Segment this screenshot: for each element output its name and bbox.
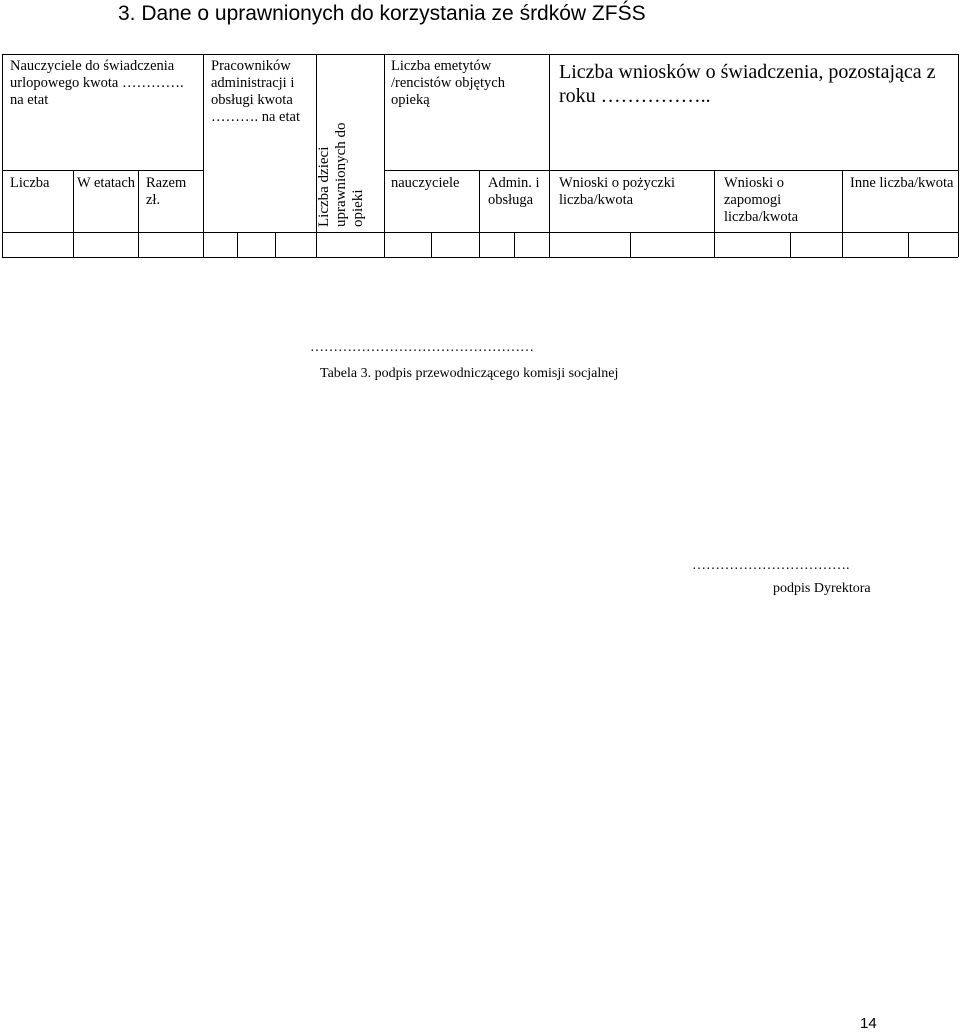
committee-signature-dots: …………………………………………	[310, 340, 534, 355]
retirees-admin-header: Admin. i obsługa	[488, 175, 540, 208]
column-divider	[479, 170, 480, 257]
column-divider	[908, 232, 909, 257]
applications-group-header: Liczba wniosków o świadczenia, pozostająca z roku ……………..	[559, 61, 936, 107]
column-divider	[630, 232, 631, 257]
other-column-header: Inne liczba/kwota	[850, 175, 954, 191]
count-column-header: Liczba	[10, 175, 50, 191]
teachers-group-header: Nauczyciele do świadczenia urlopowego kwota …………. na etat	[10, 58, 184, 108]
column-divider	[384, 54, 385, 257]
column-divider	[714, 170, 715, 257]
director-signature-dots: …………………………….	[692, 558, 850, 573]
column-divider	[203, 54, 204, 257]
table-border-left	[2, 54, 3, 257]
children-header: Liczba dzieci uprawnionych do opieki	[316, 122, 366, 227]
retirees-group-header: Liczba emetytów /rencistów objętych opieką	[391, 58, 505, 108]
director-signature-label: podpis Dyrektora	[773, 581, 871, 596]
column-divider	[275, 232, 276, 257]
committee-signature-label: Tabela 3. podpis przewodniczącego komisji socjalnej	[320, 366, 619, 381]
teachers-subheader-divider	[2, 170, 203, 171]
grants-column-header: Wnioski o zapomogi liczba/kwota	[724, 175, 799, 225]
applications-subheader-divider	[549, 170, 958, 171]
column-divider	[549, 54, 550, 257]
table-border-top	[2, 54, 958, 55]
page-number: 14	[860, 1015, 877, 1032]
children-header-cell	[316, 97, 382, 227]
section-heading: 3. Dane o uprawnionych do korzystania ze śrdków ZFŚS	[118, 2, 646, 25]
retirees-subheader-divider	[384, 170, 549, 171]
column-divider	[790, 232, 791, 257]
fte-column-header: W etatach	[76, 175, 136, 191]
retirees-teachers-header: nauczyciele	[391, 175, 460, 191]
column-divider	[73, 170, 74, 257]
admin-staff-header: Pracowników administracji i obsługi kwota ………. na etat	[211, 58, 300, 125]
total-column-header: Razem zł.	[146, 175, 187, 208]
loans-column-header: Wnioski o pożyczki liczba/kwota	[559, 175, 675, 208]
column-divider	[138, 170, 139, 257]
table-border-bottom	[2, 257, 958, 258]
column-divider	[431, 232, 432, 257]
column-divider	[237, 232, 238, 257]
table-row-divider	[2, 232, 958, 233]
column-divider	[842, 170, 843, 257]
column-divider	[514, 232, 515, 257]
table-border-right	[958, 54, 959, 257]
